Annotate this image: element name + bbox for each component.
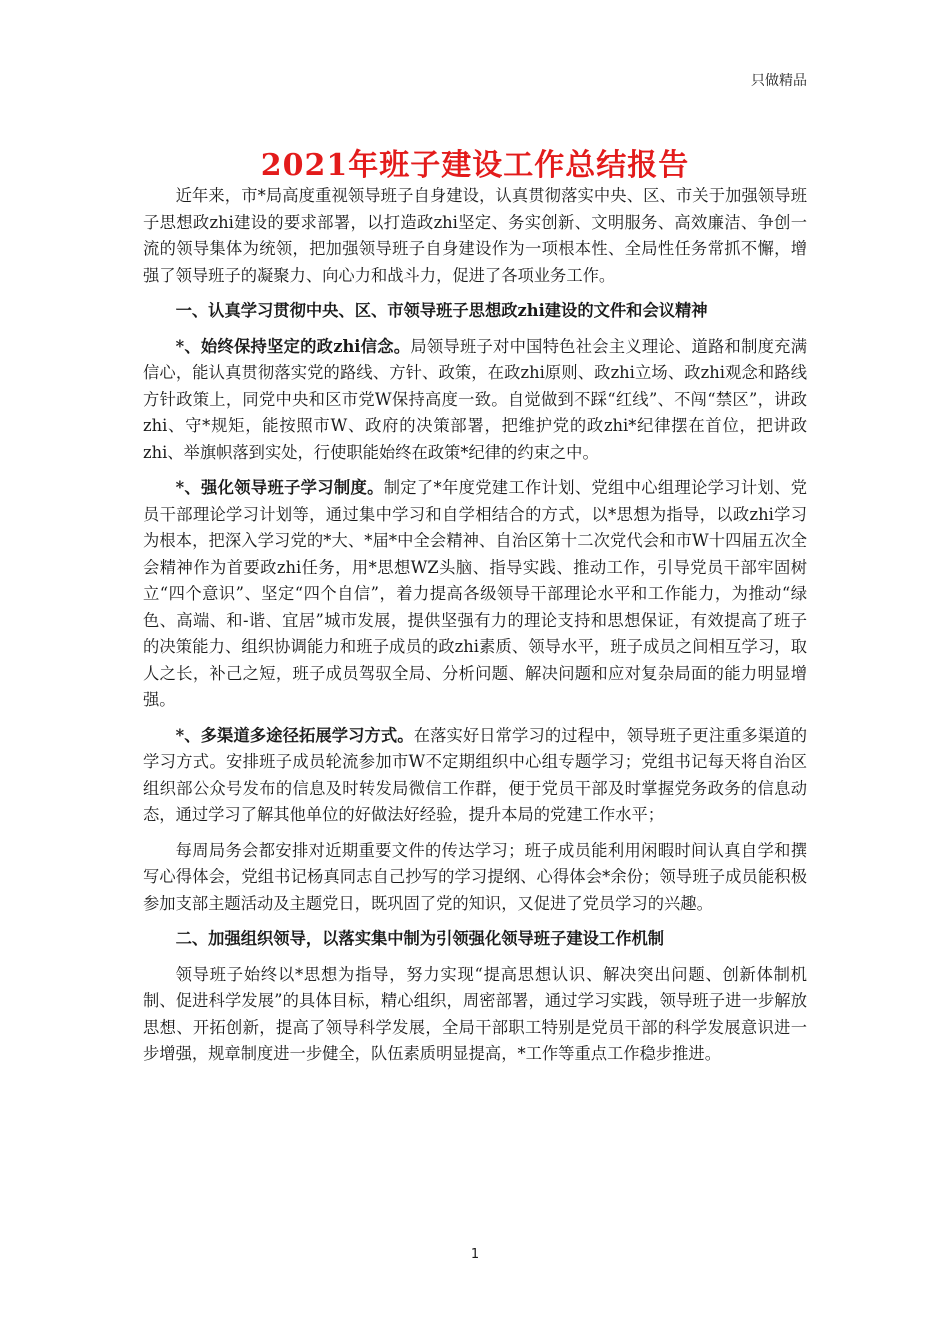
- paragraph-political-belief: [143, 334, 807, 467]
- paragraph-study-system: [143, 475, 807, 714]
- paragraph-lead: *、多渠道多途径拓展学习方式。: [175, 725, 414, 745]
- document-body: [143, 183, 807, 1077]
- header-note: 只做精品: [751, 73, 807, 89]
- paragraph-lead: *、始终保持坚定的政zhi信念。: [175, 336, 411, 356]
- paragraph-text: 在落实好日常学习的过程中，领导班子更注重多渠道的学习方式。安排班子成员轮流参加市W不定期组织中心组专题学习；党组书记每天将自治区组织部公众号发布的信息及时转发局微信工作群，便于党员干部及时掌握党务政务的信息动态，通过学习了解其他单位的好做法好经验，提升本局的党建工作水平；: [143, 725, 807, 824]
- paragraph-weekly-meetings: 每周局务会都安排对近期重要文件的传达学习；班子成员能利用闲暇时间认真自学和撰写心得体会，党组书记杨真同志自己抄写的学习提纲、心得体会*余份；领导班子成员能积极参加支部主题活动及主题党日，既巩固了党的知识，又促进了党员学习的兴趣。: [143, 840, 807, 913]
- paragraph-text: 制定了*年度党建工作计划、党组中心组理论学习计划、党员干部理论学习计划等，通过集中学习和自学相结合的方式，以*思想为指导，以政zhi学习为根本，把深入学习党的*大、*届*中全会精神、自治区第十二次党代会和市W十四届五次全会精神作为首要政zhi任务，用*思想WZ头脑、指导实践、推动工作，引导党员干部牢固树立“四个意识”、坚定“四个自信”，着力提高各级领导干部理论水平和工作能力，为推动“绿色、高端、和-谐、宜居”城市发展，提供坚强有力的理论支持和思想保证，有效提高了班子的决策能力、组织协调能力和班子成员的政zhi素质、领导水平，班子成员之间相互学习，取人之长，补己之短，班子成员驾驭全局、分析问题、解决问题和应对复杂局面的能力明显增强。: [143, 478, 807, 709]
- section-heading-1: 一、认真学习贯彻中央、区、市领导班子思想政zhi建设的文件和会议精神: [175, 301, 708, 320]
- paragraph-lead: *、强化领导班子学习制度。: [175, 478, 384, 497]
- document-title: 2021年班子建设工作总结报告: [260, 148, 690, 183]
- paragraph-text: 局领导班子对中国特色社会主义理论、道路和制度充满信心，能认真贯彻落实党的路线、方针、政策，在政zhi原则、政zhi立场、政zhi观念和路线方针政策上，同党中央和区市党W保持高度一致。自觉做到不踩“红线”、不闯“禁区”，讲政zhi、守*规矩，能按照市W、政府的决策部署，把维护党的政zhi*纪律摆在首位，把讲政zhi、举旗帜落到实处，行使职能始终在政策*纪律的约束之中。: [143, 336, 807, 462]
- page-number: 1: [470, 1247, 480, 1262]
- section-heading-2: 二、加强组织领导，以落实集中制为引领强化领导班子建设工作机制: [175, 929, 665, 948]
- paragraph-study-methods: [143, 723, 807, 829]
- paragraph-leadership: 领导班子始终以*思想为指导，努力实现“提高思想认识、解决突出问题、创新体制机制、促进科学发展”的具体目标，精心组织，周密部署，通过学习实践，领导班子进一步解放思想、开拓创新，提高了领导科学发展，全局干部职工特别是党员干部的科学发展意识进一步增强，规章制度进一步健全，队伍素质明显提高，*工作等重点工作稳步推进。: [143, 964, 807, 1063]
- intro-paragraph: 近年来，市*局高度重视领导班子自身建设，认真贯彻落实中央、区、市关于加强领导班子思想政zhi建设的要求部署，以打造政zhi坚定、务实创新、文明服务、高效廉洁、争创一流的领导集体为统领，把加强领导班子自身建设作为一项根本性、全局性任务常抓不懈，增强了领导班子的凝聚力、向心力和战斗力，促进了各项业务工作。: [143, 186, 807, 285]
